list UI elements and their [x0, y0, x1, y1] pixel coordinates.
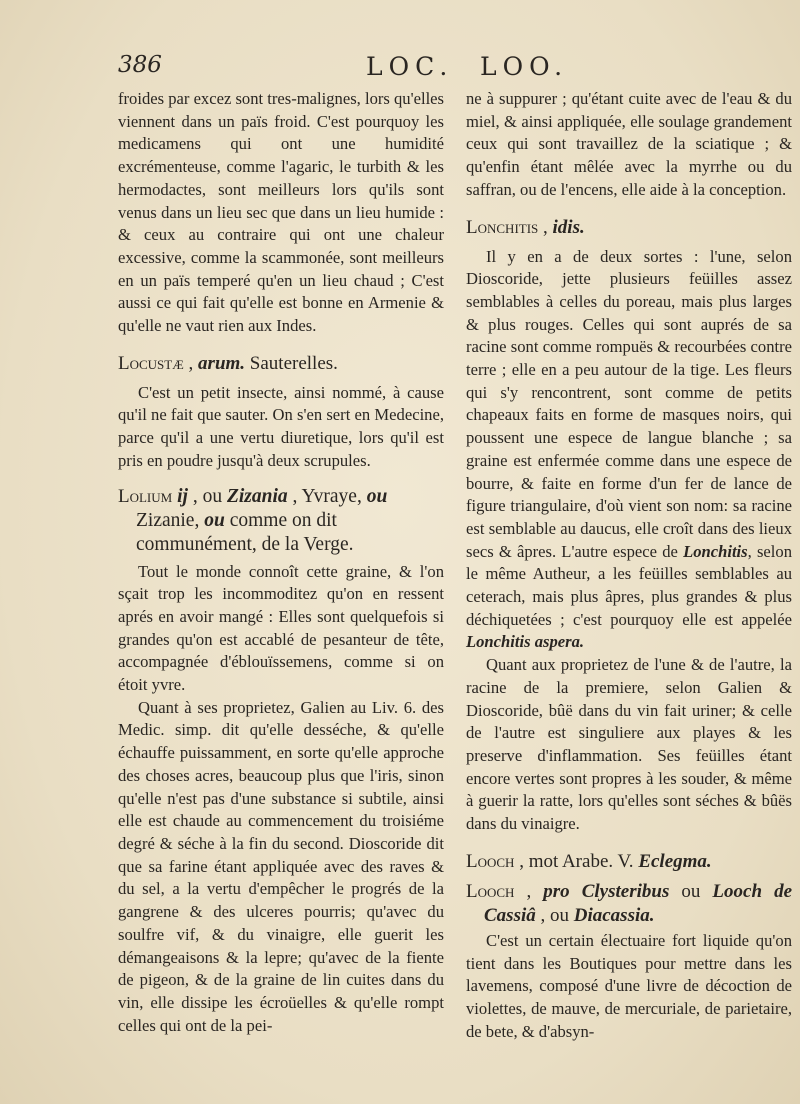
entry-text-lolium-1: Tout le monde connoît cette graine, & l'on sçait trop les incommoditez qu'on en ressent aprés en avoir mangé : Elles sont quelquefois si grandes qu'on est accablé de pesanteur de tête, accompagnée d'éblouïssemens, comme si on étoit yvre. [118, 561, 444, 695]
headword: Looch [466, 850, 515, 872]
french-name: comme on dit communément, de la Verge. [136, 509, 354, 555]
separator: ou [669, 880, 713, 902]
conjunction: ou [204, 509, 225, 531]
right-column [466, 88, 792, 1043]
separator: , ou [187, 485, 227, 507]
latin-name: Looch de Cassiâ [484, 880, 792, 926]
page-header [0, 52, 800, 86]
entry-text-looch: C'est un certain électuaire fort liquide qu'on tient dans les Boutiques pour mettre dans les lavemens, composé d'une livre de décoction de violettes, de mauve, de mercuriale, de parietaire, de bete, & d'absyn- [466, 930, 792, 1041]
french-name: Zizanie, [136, 509, 205, 531]
entry-heading-looch-clyster [466, 880, 792, 928]
running-head-right: LOO. [480, 52, 569, 81]
latin-name: Zizania [226, 485, 288, 507]
french-name: Sauterelles. [245, 352, 338, 374]
entry-text-lonchitis-2: Quant aux proprietez de l'une & de l'autre, la racine de la premiere, selon Galien & Dioscoride, bûë dans du vin fait uriner; & celle de l'autre est singuliere aux playes & les preserve d'inflammation. Ses feüilles étant encore vertes sont propres à les souder, & même à guerir la ratte, lors qu'elles sont séches & bûës dans du vinaigre. [466, 655, 792, 834]
headword: Lolium [118, 485, 173, 507]
italic-term: Lonchitis aspera. [466, 632, 585, 652]
headword: Locustæ [118, 352, 184, 374]
entry-heading-lonchitis [466, 216, 792, 240]
entry-text-locustae: C'est un petit insecte, ainsi nommé, à cause qu'il ne fait que sauter. On s'en sert en Medecine, parce qu'il a une vertu diuretique, lors qu'il est pris en poudre jusqu'à deux scrupules. [118, 382, 444, 470]
latin-name: Diacassia. [573, 904, 655, 926]
entry-text-lolium-2: Quant à ses proprietez, Galien au Liv. 6. des Medic. simp. dit qu'elle desséche, & qu'elle échauffe puissamment, en sorte qu'elle approche des choses acres, beaucoup plus que l'iris, sinon qu'elle n'est pas d'une substance si subtile, ainsi elle est chaude au commencement du troisiéme degré & séche à la fin du second. Dioscoride dit que sa farine étant appliquée avec des raves & du sel, a la vertu d'empêcher le progrés de la gangrene & des ulceres pourris; qu'avec du soulfre vif, & du vinaigre, elle guerit les démangeaisons & la lepre; qu'avec de la fiente de pigeon, & de la graine de lin cuites dans du vin, elle dissipe les écroüelles & qu'elle rompt celles qui ont de la pei- [118, 697, 444, 1035]
separator: , [183, 352, 199, 374]
page-number: 386 [118, 52, 162, 78]
entry-text-lonchitis-1 [466, 246, 792, 655]
entry-heading-locustae [118, 352, 444, 376]
italic-term: Lonchitis [683, 541, 748, 561]
latin-name: pro Clysteribus [543, 880, 670, 902]
separator: , [514, 880, 544, 902]
latin-ending: arum. [198, 352, 246, 374]
separator: , mot Arabe. V. [514, 850, 639, 872]
entry-heading-looch [466, 850, 792, 874]
separator: , ou [535, 904, 574, 926]
separator: , Yvraye, [287, 485, 367, 507]
latin-ending: ij [172, 485, 188, 507]
latin-ending: idis. [552, 216, 585, 238]
left-column [118, 88, 444, 1037]
conjunction: ou [366, 485, 388, 507]
headword: Looch [466, 880, 515, 902]
text-run: Il y en a de deux sortes : l'une, selon Dioscoride, jette plusieurs feüilles assez semblables à celles du poreau, mais plus larges & plus rouges. Celles qui sont auprés de sa racine sont comme rompuës & recourbées contre terre ; elle en a peu autour de la tige. Les fleurs qui s'y rencontrent, sont comme de petits chapeaux faits en forme de masques noirs, qui poussent une espece de langue blanche ; sa graine est enfermée comme dans une espece de bourre, & faite en forme d'un fer de lance de figure triangulaire, d'où vient son nom: sa racine est semblable au daucus, elle croît dans des lieux secs & âpres. L'autre espece de [466, 246, 792, 561]
continued-paragraph: ne à suppurer ; qu'étant cuite avec de l'eau & du miel, & ainsi appliquée, elle soulage grandement ceux qui sont travaillez de la sciatique ; & qu'enfin étant mêlée avec la myrrhe ou du saffran, ou de l'encens, elle aide à la conception. [466, 89, 792, 199]
separator: , [538, 216, 553, 238]
entry-heading-lolium [118, 485, 444, 557]
text-run: , selon le même Autheur, a les feüilles semblables au ceterach, mais plus âpres, plus grandes & plus déchiquetées ; c'est pourquoy elle est appelée [466, 541, 792, 629]
cross-reference: Eclegma. [638, 850, 712, 872]
running-head-left: LOC. [366, 52, 454, 81]
headword: Lonchitis [466, 216, 539, 238]
continued-paragraph: froides par excez sont tres-malignes, lors qu'elles viennent dans un païs froid. C'est pourquoy les medicamens qui ont une humidité excrémenteuse, comme l'agaric, le turbith & les hermodactes, sont meilleurs lors qu'ils sont venus dans un lieu sec que dans un lieu humide : & ceux au contraire qui ont une chaleur excessive, comme la scammonée, sont meilleurs en un païs temperé qu'en un lieu chaud ; C'est aussi ce qui fait qu'elle est bonne en Armenie & qu'elle ne vaut rien aux Indes. [118, 89, 445, 336]
